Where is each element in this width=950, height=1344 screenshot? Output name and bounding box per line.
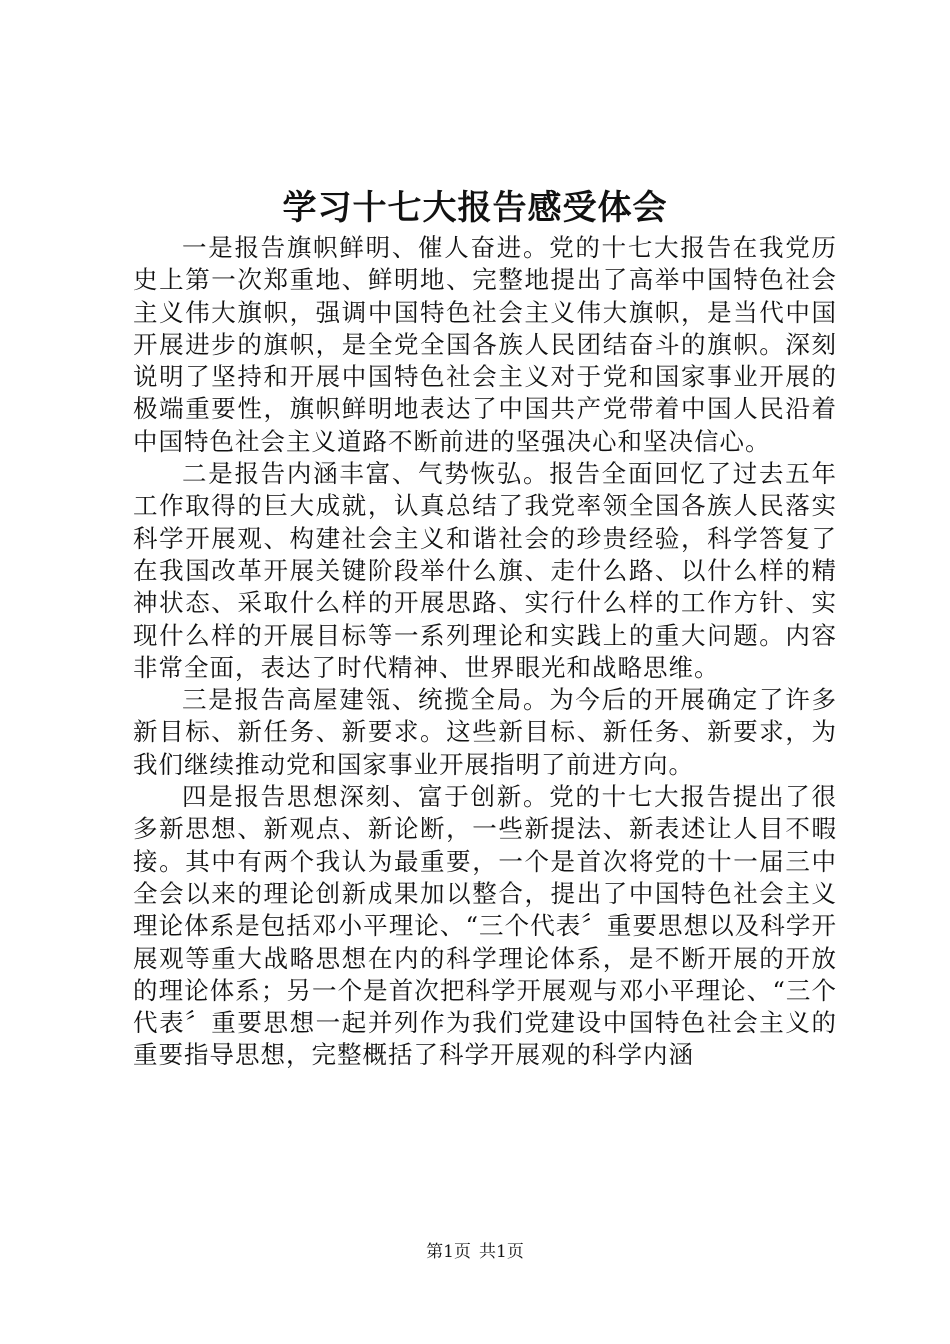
paragraph-3: 三是报告高屋建瓴、统揽全局。为今后的开展确定了许多新目标、新任务、新要求。这些新目标、新任务、新要求，为我们继续推动党和国家事业开展指明了前进方向。 <box>133 685 837 779</box>
page-footer <box>0 1241 950 1263</box>
paragraph-2: 二是报告内涵丰富、气势恢弘。报告全面回忆了过去五年工作取得的巨大成就，认真总结了我党率领全国各族人民落实科学开展观、构建社会主义和谐社会的珍贵经验，科学答复了在我国改革开展关键阶段举什么旗、走什么路、以什么样的精神状态、采取什么样的开展思路、实行什么样的工作方针、实现什么样的开展目标等一系列理论和实践上的重大问题。内容非常全面，表达了时代精神、世界眼光和战略思维。 <box>133 459 837 682</box>
page-number-current: 第1页 <box>426 1242 471 1262</box>
document-title: 学习十七大报告感受体会 <box>282 188 668 228</box>
document-body <box>133 232 837 1072</box>
paragraph-4: 四是报告思想深刻、富于创新。党的十七大报告提出了很多新思想、新观点、新论断，一些新提法、新表述让人目不暇接。其中有两个我认为最重要，一个是首次将党的十一届三中全会以来的理论创新成果加以整合，提出了中国特色社会主义理论体系是包括邓小平理论、“三个代表〞重要思想以及科学开展观等重大战略思想在内的科学理论体系，是不断开展的开放的理论体系；另一个是首次把科学开展观与邓小平理论、“三个代表〞重要思想一起并列作为我们党建设中国特色社会主义的重要指导思想，完整概括了科学开展观的科学内涵 <box>133 782 837 1070</box>
paragraph-1: 一是报告旗帜鲜明、催人奋进。党的十七大报告在我党历史上第一次郑重地、鲜明地、完整地提出了高举中国特色社会主义伟大旗帜，强调中国特色社会主义伟大旗帜，是当代中国开展进步的旗帜，是全党全国各族人民团结奋斗的旗帜。深刻说明了坚持和开展中国特色社会主义对于党和国家事业开展的极端重要性，旗帜鲜明地表达了中国共产党带着中国人民沿着中国特色社会主义道路不断前进的坚强决心和坚决信心。 <box>133 233 837 456</box>
page-number-total: 共1页 <box>479 1242 524 1262</box>
